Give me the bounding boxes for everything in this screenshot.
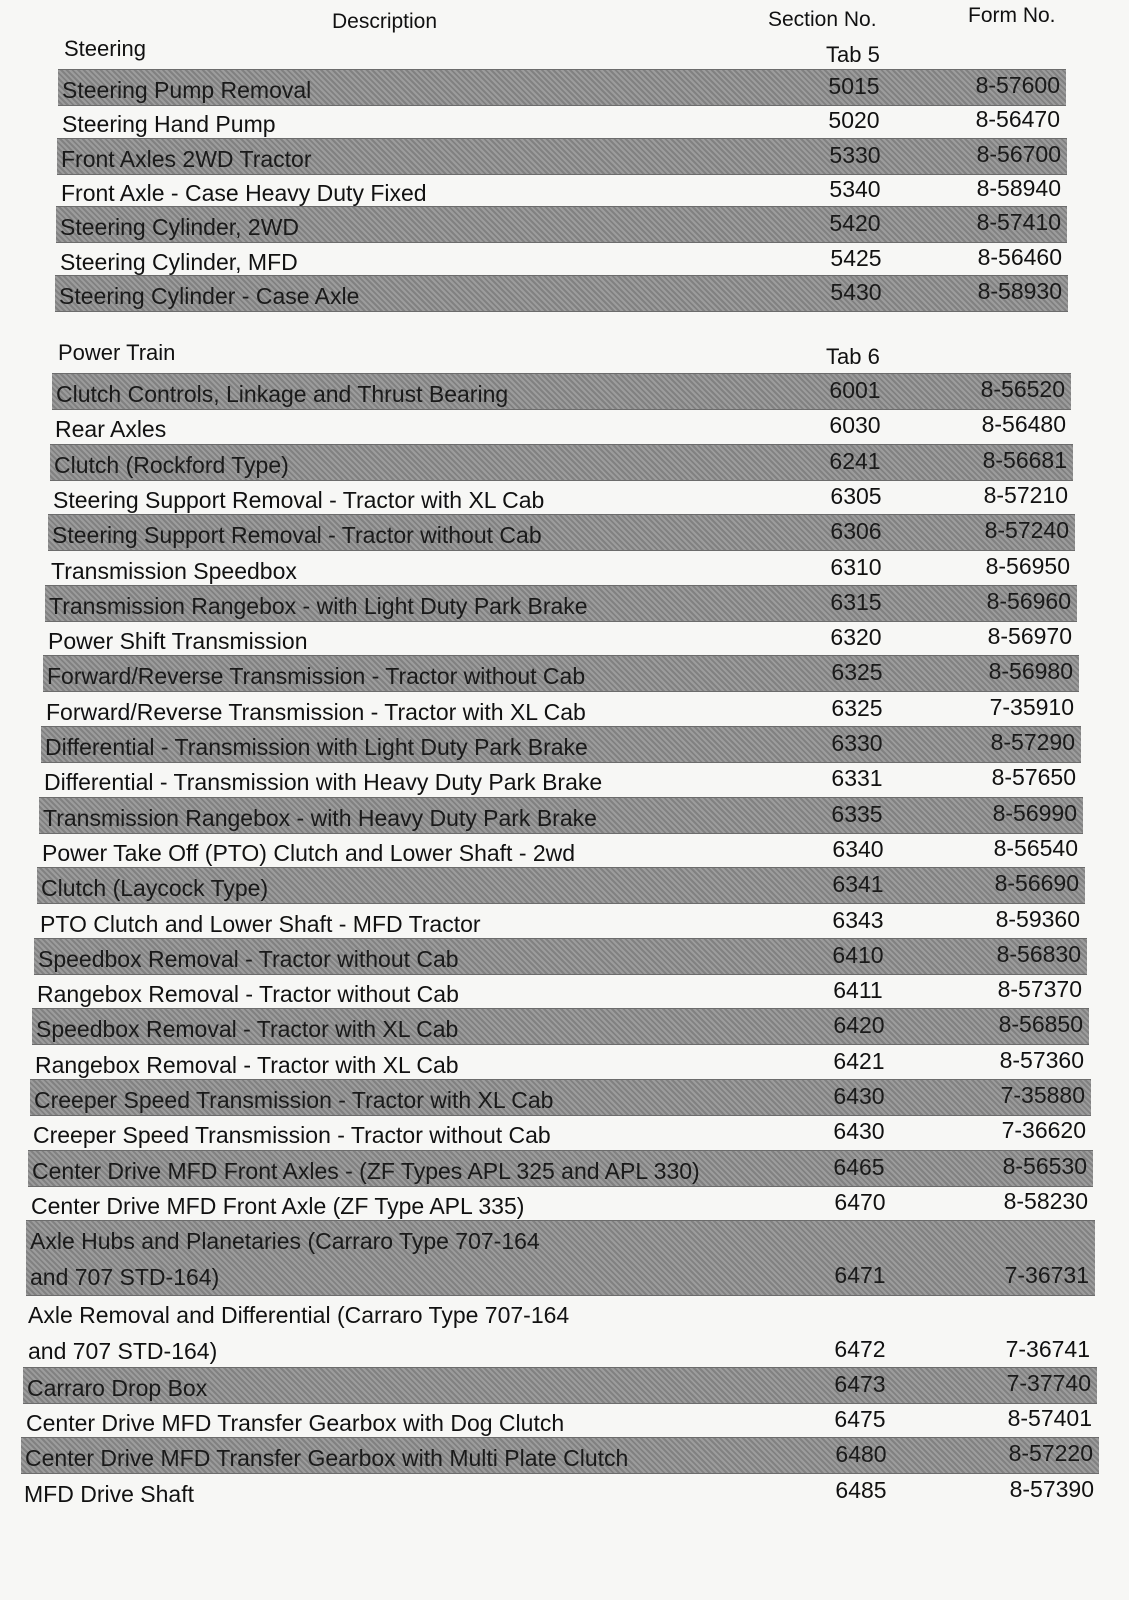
- row-description: Center Drive MFD Transfer Gearbox with Multi Plate Clutch: [25, 1445, 629, 1472]
- row-form-no: 8-57650: [991, 764, 1076, 791]
- power_train-row: [0, 585, 1129, 620]
- row-section-no: 6305: [830, 482, 882, 509]
- power_train-row: [0, 1402, 1129, 1437]
- row-section-no: 6306: [830, 518, 882, 545]
- power_train-row: [0, 832, 1129, 867]
- row-section-no: 6420: [833, 1012, 885, 1039]
- row-section-no: 5330: [829, 141, 881, 168]
- power_train-row: [0, 726, 1129, 761]
- row-section-no: 5015: [828, 73, 880, 99]
- power_train-row: [0, 691, 1129, 726]
- row-description: Clutch (Rockford Type): [54, 451, 289, 478]
- row-description: Creeper Speed Transmission - Tractor with XL Cab: [34, 1087, 554, 1113]
- row-description: Steering Cylinder - Case Axle: [59, 282, 360, 309]
- row-form-no: 7-36741: [1005, 1335, 1090, 1362]
- power-train-tab-label: Tab 6: [826, 344, 880, 369]
- steering-row: [0, 69, 1129, 104]
- row-description: Forward/Reverse Transmission - Tractor with XL Cab: [46, 698, 586, 725]
- row-description: Center Drive MFD Front Axles - (ZF Types APL 325 and APL 330): [32, 1157, 700, 1184]
- row-description: Power Take Off (PTO) Clutch and Lower Shaft - 2wd: [42, 839, 576, 866]
- row-section-no: 6001: [829, 377, 881, 403]
- row-form-no: 8-56480: [981, 411, 1066, 438]
- power_train-row: [0, 479, 1129, 514]
- row-section-no: 5020: [828, 107, 880, 134]
- power_train-row: [0, 1294, 1129, 1368]
- row-form-no: 8-57410: [976, 209, 1061, 236]
- row-section-no: 6335: [831, 800, 883, 827]
- power_train-row: [0, 1367, 1129, 1402]
- power_train-row: [0, 1473, 1129, 1508]
- row-section-no: 6430: [833, 1083, 885, 1109]
- row-description: Power Shift Transmission: [48, 628, 308, 655]
- row-section-no: 6470: [834, 1188, 886, 1215]
- row-form-no: 8-57220: [1008, 1440, 1093, 1467]
- row-description: Center Drive MFD Front Axle (ZF Type APL 335): [31, 1192, 525, 1219]
- steering-row: [0, 138, 1129, 173]
- power_train-row: [0, 1114, 1129, 1149]
- row-section-no: 5420: [829, 210, 881, 237]
- row-form-no: 8-57290: [990, 729, 1075, 755]
- row-section-no: 6411: [833, 977, 883, 1004]
- steering-row: [0, 275, 1129, 310]
- power_train-row: [0, 797, 1129, 832]
- row-form-no: 8-56681: [982, 446, 1067, 473]
- power_train-row: [0, 938, 1129, 973]
- row-section-no: 6410: [832, 941, 884, 968]
- row-section-no: 6340: [832, 835, 884, 862]
- row-form-no: 8-58940: [976, 174, 1061, 201]
- row-section-no: 6341: [832, 871, 884, 898]
- row-description: Steering Support Removal - Tractor without Cab: [52, 522, 542, 549]
- row-section-no: 6330: [831, 730, 883, 756]
- row-form-no: 7-36620: [1001, 1117, 1086, 1144]
- row-description: Differential - Transmission with Light Duty Park Brake: [45, 734, 588, 760]
- row-description: Speedbox Removal - Tractor with XL Cab: [36, 1016, 459, 1043]
- row-section-no: 6480: [835, 1441, 887, 1468]
- row-form-no: 8-57240: [984, 517, 1069, 544]
- row-form-no: 8-57370: [997, 976, 1082, 1003]
- row-description: Steering Cylinder, MFD: [60, 248, 298, 275]
- row-description: Transmission Rangebox - with Heavy Duty Park Brake: [43, 804, 597, 831]
- form-no-header: Form No.: [968, 4, 1056, 27]
- row-description: Transmission Rangebox - with Light Duty Park Brake: [49, 592, 588, 619]
- row-form-no: 8-56700: [976, 140, 1061, 167]
- power_train-row: [0, 761, 1129, 796]
- row-form-no: 8-57390: [1009, 1475, 1094, 1502]
- row-form-no: 8-56960: [986, 587, 1071, 614]
- row-section-no: 6241: [829, 447, 881, 474]
- row-section-no: 6343: [832, 906, 884, 933]
- row-section-no: 6465: [833, 1153, 885, 1180]
- power_train-row: [0, 1185, 1129, 1220]
- row-section-no: 6475: [834, 1406, 886, 1433]
- power_train-row: [0, 1437, 1129, 1472]
- row-section-no: 5425: [830, 244, 882, 271]
- row-description: Front Axle - Case Heavy Duty Fixed: [61, 179, 427, 206]
- row-form-no: 8-56850: [998, 1011, 1083, 1038]
- row-form-no: 8-57360: [999, 1046, 1084, 1073]
- power_train-row: [0, 973, 1129, 1008]
- row-description: Creeper Speed Transmission - Tractor without Cab: [33, 1122, 551, 1149]
- row-form-no: 8-56950: [985, 552, 1070, 579]
- row-section-no: 6421: [833, 1047, 885, 1074]
- row-form-no: 8-57600: [975, 72, 1060, 98]
- steering-row: [0, 241, 1129, 276]
- row-description: Differential - Transmission with Heavy Duty Park Brake: [44, 769, 603, 796]
- row-description: Steering Hand Pump: [62, 111, 276, 138]
- row-section-no: 6320: [830, 624, 882, 651]
- power_train-row: [0, 655, 1129, 690]
- steering-section-title: Steering: [64, 36, 146, 61]
- power_train-row: [0, 903, 1129, 938]
- row-description: MFD Drive Shaft: [24, 1480, 194, 1507]
- section-no-header: Section No.: [768, 8, 877, 31]
- row-section-no: 6315: [830, 588, 882, 615]
- power_train-row: [0, 408, 1129, 443]
- row-form-no: 8-59360: [995, 905, 1080, 932]
- row-form-no: 8-57401: [1007, 1405, 1092, 1432]
- row-description: Front Axles 2WD Tractor: [61, 145, 312, 172]
- row-form-no: 8-57210: [983, 481, 1068, 508]
- row-section-no: 6325: [831, 694, 883, 721]
- row-form-no: 8-58930: [977, 277, 1062, 304]
- row-section-no: 6473: [834, 1370, 886, 1397]
- power_train-row: [0, 1044, 1129, 1079]
- power_train-row: [0, 867, 1129, 902]
- row-section-no: 6331: [831, 765, 883, 792]
- row-description: Axle Removal and Differential (Carraro Type 707-164 and 707 STD-164): [28, 1301, 570, 1364]
- row-section-no: 5430: [830, 278, 882, 305]
- power_train-row: [0, 1150, 1129, 1185]
- description-header: Description: [332, 10, 438, 33]
- row-section-no: 6325: [831, 659, 883, 686]
- row-form-no: 8-56970: [987, 623, 1072, 650]
- row-description: Steering Pump Removal: [62, 77, 312, 103]
- power_train-row: [0, 550, 1129, 585]
- row-description: Rangebox Removal - Tractor without Cab: [37, 981, 459, 1008]
- row-form-no: 8-56460: [977, 243, 1062, 270]
- row-section-no: 6471: [834, 1262, 886, 1289]
- row-form-no: 7-36731: [1004, 1262, 1089, 1289]
- steering-row: [0, 206, 1129, 241]
- power-train-section-title: Power Train: [58, 340, 176, 365]
- row-form-no: 8-56980: [988, 658, 1073, 685]
- row-form-no: 8-56520: [980, 376, 1065, 402]
- power_train-row: [0, 444, 1129, 479]
- row-description: Center Drive MFD Transfer Gearbox with Dog Clutch: [26, 1410, 565, 1437]
- power_train-row: [0, 1079, 1129, 1114]
- row-section-no: 6472: [834, 1335, 886, 1362]
- row-description: Carraro Drop Box: [27, 1374, 208, 1401]
- row-description: Axle Hubs and Planetaries (Carraro Type 707-164 and 707 STD-164): [30, 1228, 540, 1291]
- steering-row: [0, 103, 1129, 138]
- row-form-no: 8-56540: [993, 834, 1078, 861]
- power_train-row: [0, 1008, 1129, 1043]
- row-form-no: 7-35880: [1000, 1082, 1085, 1108]
- row-form-no: 8-56470: [975, 106, 1060, 133]
- row-description: Clutch Controls, Linkage and Thrust Bearing: [56, 381, 509, 407]
- row-form-no: 8-58230: [1003, 1187, 1088, 1214]
- row-description: Forward/Reverse Transmission - Tractor without Cab: [47, 663, 586, 690]
- row-description: PTO Clutch and Lower Shaft - MFD Tractor: [40, 910, 481, 937]
- power_train-row: [0, 1220, 1129, 1294]
- row-description: Transmission Speedbox: [51, 557, 297, 584]
- steering-tab-label: Tab 5: [826, 42, 880, 67]
- row-section-no: 6030: [829, 412, 881, 439]
- row-description: Steering Cylinder, 2WD: [60, 214, 300, 241]
- row-section-no: 6430: [833, 1118, 885, 1145]
- row-form-no: 8-56690: [994, 870, 1079, 897]
- row-section-no: 5340: [829, 175, 881, 202]
- row-form-no: 8-56830: [996, 940, 1081, 967]
- row-description: Rear Axles: [55, 416, 167, 443]
- power_train-row: [0, 373, 1129, 408]
- row-form-no: 8-56530: [1002, 1152, 1087, 1179]
- row-section-no: 6310: [830, 553, 882, 580]
- steering-row: [0, 172, 1129, 207]
- row-description: Steering Support Removal - Tractor with XL Cab: [53, 486, 545, 513]
- row-form-no: 7-37740: [1006, 1369, 1091, 1396]
- row-description: Rangebox Removal - Tractor with XL Cab: [35, 1051, 459, 1078]
- row-description: Speedbox Removal - Tractor without Cab: [38, 945, 459, 972]
- row-form-no: 8-56990: [992, 799, 1077, 826]
- row-section-no: 6485: [835, 1476, 887, 1503]
- power_train-row: [0, 514, 1129, 549]
- power_train-row: [0, 620, 1129, 655]
- row-form-no: 7-35910: [989, 693, 1074, 720]
- row-description: Clutch (Laycock Type): [41, 875, 269, 902]
